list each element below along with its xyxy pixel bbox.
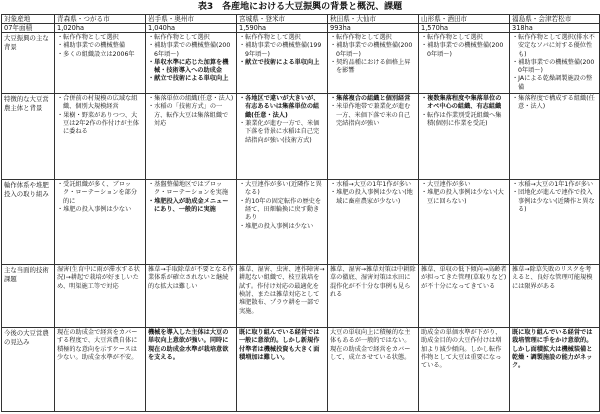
area-value: 1,590ha	[237, 24, 328, 33]
region-name: 青森県・つがる市	[55, 15, 146, 24]
table-cell: 雑草、湿害、虫害、連作障害→耕起ない組織で、枝豆栽培を試す。作付け対応の最適化を検討、または雑草対応として堆肥散布、プラウ耕を一部で実施。	[237, 265, 328, 328]
table-cell: 雑草、単収の低下傾向→高齢者が担ってきた管理(草取りなど)が不十分になってきている	[419, 265, 510, 328]
table-cell: ・集落程度で構成する組織(任意・法人)	[510, 94, 600, 180]
table-cell: 湿害(生育中に雨が滞水する状況)→耕起で栽培が好ましいため、明渠施工等で対応	[55, 265, 146, 328]
table-cell: 雑草→手取除草が不要となる作業体系が確立されないと継続的な拡大は難しい	[146, 265, 237, 328]
area-value: 1,570ha	[419, 24, 510, 33]
table-cell: ・集落単位の組織(任意・法人) ・水稲の「技術方式」の一方、転作大豆は集落組織で対応	[146, 94, 237, 180]
header-row	[2, 15, 600, 24]
area-row	[2, 24, 600, 33]
table-cell: ・水稲→大豆の1年1作が多い ・堆肥の投入事例は少ない(地域に畜産農家が少ない)	[328, 180, 419, 265]
table-cell: 大豆の単収向上に積極的な主体もあるが一般的ではない。現在の助成金で経営をカバーして、成立させている状態。	[328, 328, 419, 412]
table-cell: ・大豆連作が多い ・堆肥の投入事例は少ない(大豆に回らない)	[419, 180, 510, 265]
table-cell: ・各地区で違いが大きいが、有志あるいは集落単位の組織(任意・法人) ・兼業化が進む一方で、米価下落を背景に水稲は自己完結指向が強い(技術方式)	[237, 94, 328, 180]
table-cell: ・水稲→大豆の1年1作が多い ・団地化が進んで連作で投入事例は少ない(近隣作と異なる)	[510, 180, 600, 265]
table-cell: ・集落複合の組織と個別経営 ・米単作地帯で兼業化が進む一方、米価下落で米の自己完結指向が強い	[328, 94, 419, 180]
row-label: 特徴的な大豆営農主体と背景	[2, 94, 55, 180]
table-cell: ・転作作物として選択(排水不安定なソバに対する優位性も) ・補助事業での機械整備(2000年頃～) ・JAによる乾燥調製施設の整備	[510, 33, 600, 94]
table-cell: ・基盤整備地区ではブロック・ローテーションを実施 ・堆肥投入が助成金メニューにあり、一般的に実施	[146, 180, 237, 265]
region-name: 宮城県・登米市	[237, 15, 328, 24]
table-cell: 既に取り組んでいる経営では一般に意欲的。しかし新規作付準者は機械投資も大きく面積増加は難しい。	[237, 328, 328, 412]
table-row-background	[2, 33, 600, 94]
region-name: 岩手県・奥州市	[146, 15, 237, 24]
table-cell: ・受託組織が多く、ブロック・ローテーションを部分的に ・堆肥の投入事例は少ない	[55, 180, 146, 265]
area-value: 318ha	[510, 24, 600, 33]
region-name: 福島県・会津若松市	[510, 15, 600, 24]
table-cell: 既に取り組んでいる経営では栽培管理に手をかけ意欲的。しかし面積拡大は機械装備と乾燥・調製施設の能力がネック。	[510, 328, 600, 412]
table-cell: 現在の助成金で経営をカバーする程度で、大豆営農自体に積極的な意向を示すケースは少ない。助成金水準が不安。	[55, 328, 146, 412]
table-cell: ・転作作物として選択 ・補助事業での機械整備(1999年頃～) ・献立で技術による単収向上	[237, 33, 328, 94]
region-name: 山形県・酒田市	[419, 15, 510, 24]
table-row-actors	[2, 94, 600, 180]
row-label: 大豆振興の主な背景	[2, 33, 55, 94]
table-cell: 雑草、湿害→雑草対策は中耕除草の徹底、湿害対策は水田に混作化が不十分な事例も見られる	[328, 265, 419, 328]
table-cell: ・大豆連作が多い(近隣作と異なる) ・約10年の固定転作の歴史を経て、田畑輪換に戻す動きあり ・堆肥の投入事例は少ない	[237, 180, 328, 265]
table-row-rotation	[2, 180, 600, 265]
table-row-issues	[2, 265, 600, 328]
table-cell: ・転作作物として選択 ・補助事業での機械整備(2006年頃～) ・単収水準に応じた加算を機械・技術導入への助成金 ・献立で技術による単収向上	[146, 33, 237, 94]
area-label: 07年面積	[2, 24, 55, 33]
background-table	[1, 14, 600, 412]
row-label: 主な当面的技術課題	[2, 265, 55, 328]
table-cell: ・複数集落程度や集落単位のオペ中心の組織、有志組織 ・転作は作業別受託組織へ集積(個別に作業を受託)	[419, 94, 510, 180]
row-label: 輪作体系や堆肥投入の取り組み	[2, 180, 55, 265]
area-value: 993ha	[328, 24, 419, 33]
table-cell: ・転作作物として選択 ・補助事業での機械整備 ・多くの組織設立は2006年	[55, 33, 146, 94]
table-row-outlook	[2, 328, 600, 412]
table-cell: 雑草→除草失敗のリスクを考えると、良好な管理可能規模には限界がある	[510, 265, 600, 328]
table-cell: ・合併前の村規模の広域な組織、個別大規模経営 ・果樹・野菜がありつつ、大豆は2年2作の作付けが主体に委ねる	[55, 94, 146, 180]
table-title: 表3 各産地における大豆振興の背景と概況、課題	[197, 2, 403, 12]
area-value: 1,020ha	[55, 24, 146, 33]
table-cell: 助成金の単価水準が下がり、助成金目的の大豆作付けは増加より減少傾向。しかし転作作物として大豆は重要になっている。	[419, 328, 510, 412]
row-label: 今後の大豆営農の見込み	[2, 328, 55, 412]
region-name: 秋田県・大仙市	[328, 15, 419, 24]
header-label: 対象産地	[2, 15, 55, 24]
table-cell: ・転作作物として選択 ・補助事業での機械整備(2000年頃～)	[419, 33, 510, 94]
area-value: 1,040ha	[146, 24, 237, 33]
table-cell: 機械を導入した主体は大豆の単収向上意欲が強い。同時に現在の助成金水準が栽培意欲を支える。	[146, 328, 237, 412]
table-cell: ・転作作物として選択 ・補助事業での機械整備(2000年頃～) ・契約品種における価格上昇を影響	[328, 33, 419, 94]
